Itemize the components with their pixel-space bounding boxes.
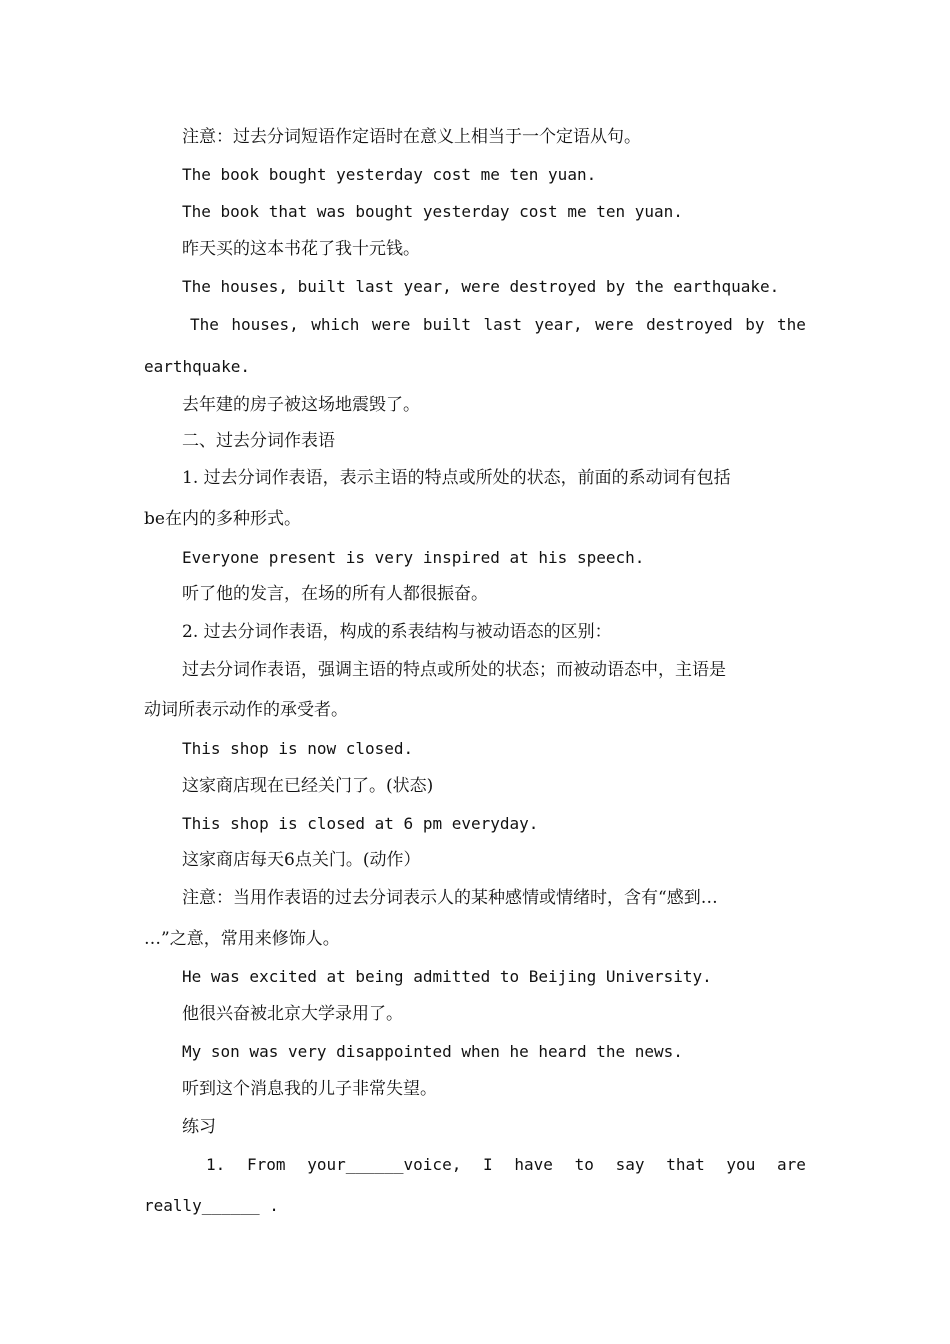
word: destroyed	[646, 315, 733, 334]
translation-text: 去年建的房子被这场地震毁了。	[182, 395, 420, 415]
example-sentence: My son was very disappointed when he heard the news.	[182, 1042, 683, 1061]
example-sentence: He was excited at being admitted to Beijing University.	[182, 967, 712, 986]
word: which	[311, 315, 360, 334]
word: the	[776, 315, 806, 334]
example-sentence: This shop is closed at 6 pm everyday.	[182, 814, 539, 833]
word: 1.	[206, 1155, 226, 1174]
word: year,	[534, 315, 583, 334]
example-sentence: The book bought yesterday cost me ten yuan.	[182, 165, 597, 184]
word: houses,	[231, 315, 299, 334]
rule-text: 1. 过去分词作表语，表示主语的特点或所处的状态，前面的系动词有包括	[182, 468, 731, 488]
example-sentence-justified	[190, 314, 806, 336]
word: were	[371, 315, 411, 334]
note-text: 注意：过去分词短语作定语时在意义上相当于一个定语从句。	[182, 127, 641, 147]
word: The	[190, 315, 219, 334]
note-text: 注意：当用作表语的过去分词表示人的某种感情或情绪时，含有“感到…	[182, 888, 718, 908]
word: say	[615, 1155, 645, 1174]
translation-text: 听到这个消息我的儿子非常失望。	[182, 1079, 437, 1099]
word: were	[595, 315, 634, 334]
section-heading: 二、过去分词作表语	[182, 431, 335, 451]
word: you	[726, 1155, 756, 1174]
word: I	[483, 1155, 493, 1174]
example-sentence-continued: earthquake.	[144, 357, 250, 376]
word: to	[574, 1155, 594, 1174]
example-sentence: The houses, built last year, were destroyed by the earthquake.	[182, 277, 780, 296]
rule-text-continued: be在内的多种形式。	[144, 509, 301, 529]
note-text-continued: …”之意，常用来修饰人。	[144, 929, 340, 949]
exercise-heading: 练习	[182, 1117, 216, 1137]
translation-text: 他很兴奋被北京大学录用了。	[182, 1004, 403, 1024]
word: From	[246, 1155, 286, 1174]
example-sentence: The book that was bought yesterday cost me ten yuan.	[182, 202, 683, 221]
word: built	[422, 315, 472, 334]
translation-text: 这家商店每天6点关门。(动作）	[182, 850, 421, 870]
word: are	[777, 1155, 806, 1174]
rule-text: 2. 过去分词作表语，构成的系表结构与被动语态的区别：	[182, 622, 612, 642]
rule-text: 过去分词作表语，强调主语的特点或所处的状态；而被动语态中，主语是	[182, 660, 726, 680]
word: have	[514, 1155, 553, 1174]
exercise-question-justified	[206, 1154, 806, 1176]
word: by	[745, 315, 765, 334]
translation-text: 听了他的发言，在场的所有人都很振奋。	[182, 584, 488, 604]
exercise-question-continued: really______ .	[144, 1196, 279, 1215]
word: last	[483, 315, 523, 334]
rule-text-continued: 动词所表示动作的承受者。	[144, 700, 348, 720]
word: your______voice,	[307, 1155, 462, 1174]
translation-text: 昨天买的这本书花了我十元钱。	[182, 239, 420, 259]
example-sentence: Everyone present is very inspired at his speech.	[182, 548, 645, 567]
word: that	[666, 1155, 705, 1174]
example-sentence: This shop is now closed.	[182, 739, 414, 758]
translation-text: 这家商店现在已经关门了。(状态)	[182, 776, 434, 796]
